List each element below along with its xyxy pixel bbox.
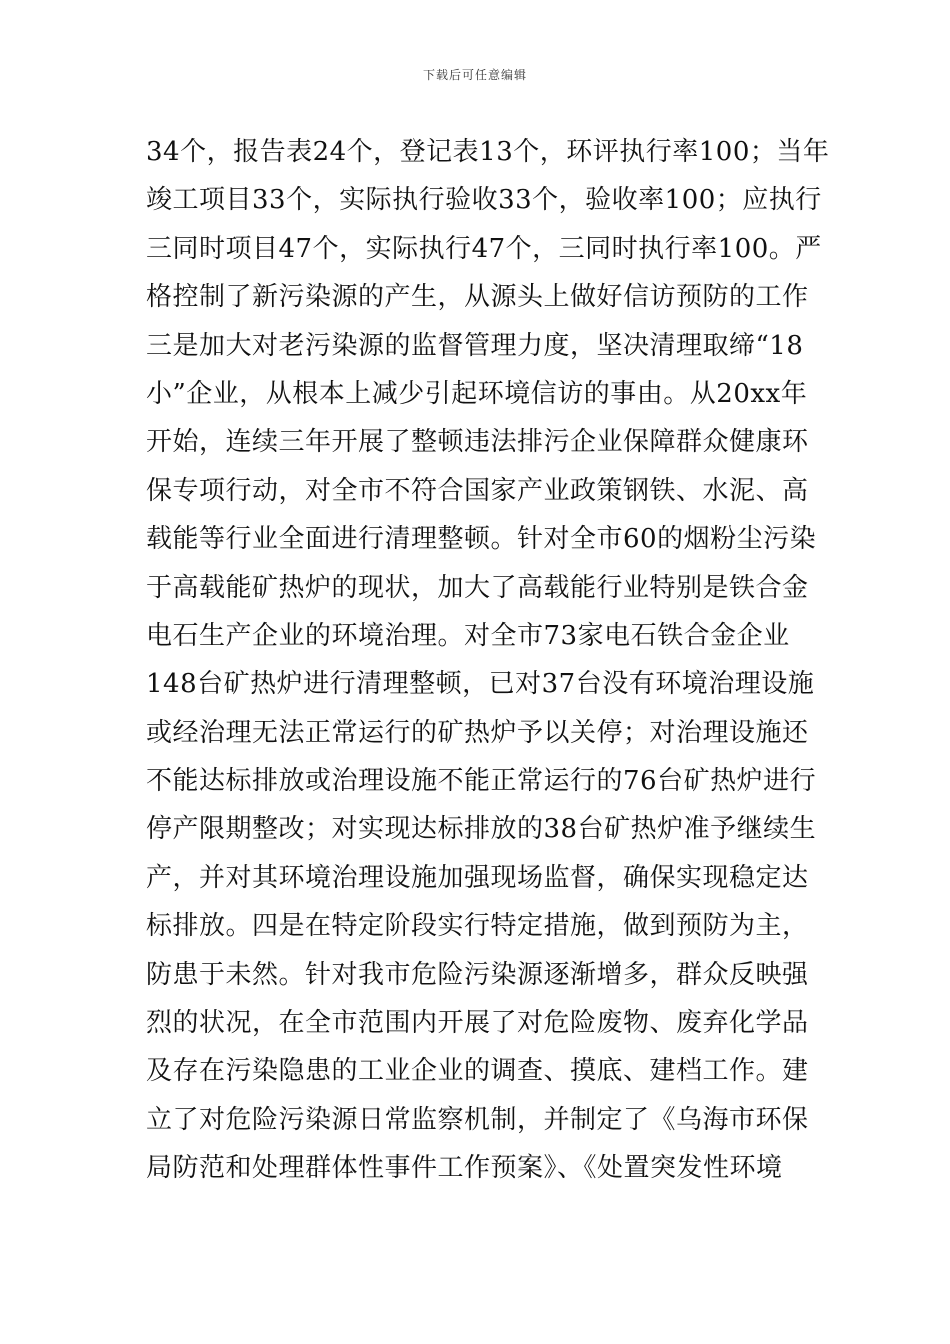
text-line: 载能等行业全面进行清理整顿。针对全市60的烟粉尘污染 [146,524,817,555]
text-line: 立了对危险污染源日常监察机制，并制定了《乌海市环保 [146,1104,809,1135]
text-line: 烈的状况，在全市范围内开展了对危险废物、废弃化学品 [146,1008,809,1039]
text-line: 不能达标排放或治理设施不能正常运行的76台矿热炉进行 [146,766,817,797]
text-line: 三同时项目47个，实际执行47个，三同时执行率100。严 [146,233,822,264]
text-line: 或经治理无法正常运行的矿热炉予以关停；对治理设施还 [146,717,809,748]
document-body [146,128,830,1193]
text-line: 148台矿热炉进行清理整顿，已对37台没有环境治理设施 [146,669,815,700]
text-line: 局防范和处理群体性事件工作预案》、《处置突发性环境 [146,1153,783,1184]
text-line: 34个，报告表24个，登记表13个，环评执行率100；当年 [146,137,830,167]
text-line: 开始，连续三年开展了整顿违法排污企业保障群众健康环 [146,427,809,458]
text-line: 电石生产企业的环境治理。对全市73家电石铁合金企业 [146,620,790,651]
text-line: 标排放。四是在特定阶段实行特定措施，做到预防为主， [146,911,809,942]
text-line: 格控制了新污染源的产生，从源头上做好信访预防的工作 [146,282,809,313]
text-line: 产，并对其环境治理设施加强现场监督，确保实现稳定达 [146,862,809,893]
text-line: 停产限期整改；对实现达标排放的38台矿热炉准予继续生 [146,814,817,845]
text-line: 保专项行动，对全市不符合国家产业政策钢铁、水泥、高 [146,475,809,506]
text-line: 竣工项目33个，实际执行验收33个，验收率100；应执行 [146,185,822,216]
text-line: 及存在污染隐患的工业企业的调查、摸底、建档工作。建 [146,1056,809,1087]
text-line: 三是加大对老污染源的监督管理力度，坚决清理取缔“18 [146,330,804,361]
text-line: 防患于未然。针对我市危险污染源逐渐增多，群众反映强 [146,959,809,990]
page-header-note: 下载后可任意编辑 [422,68,527,82]
text-line: 小”企业，从根本上减少引起环境信访的事由。从20xx年 [146,378,808,409]
text-line: 于高载能矿热炉的现状，加大了高载能行业特别是铁合金 [146,572,809,603]
